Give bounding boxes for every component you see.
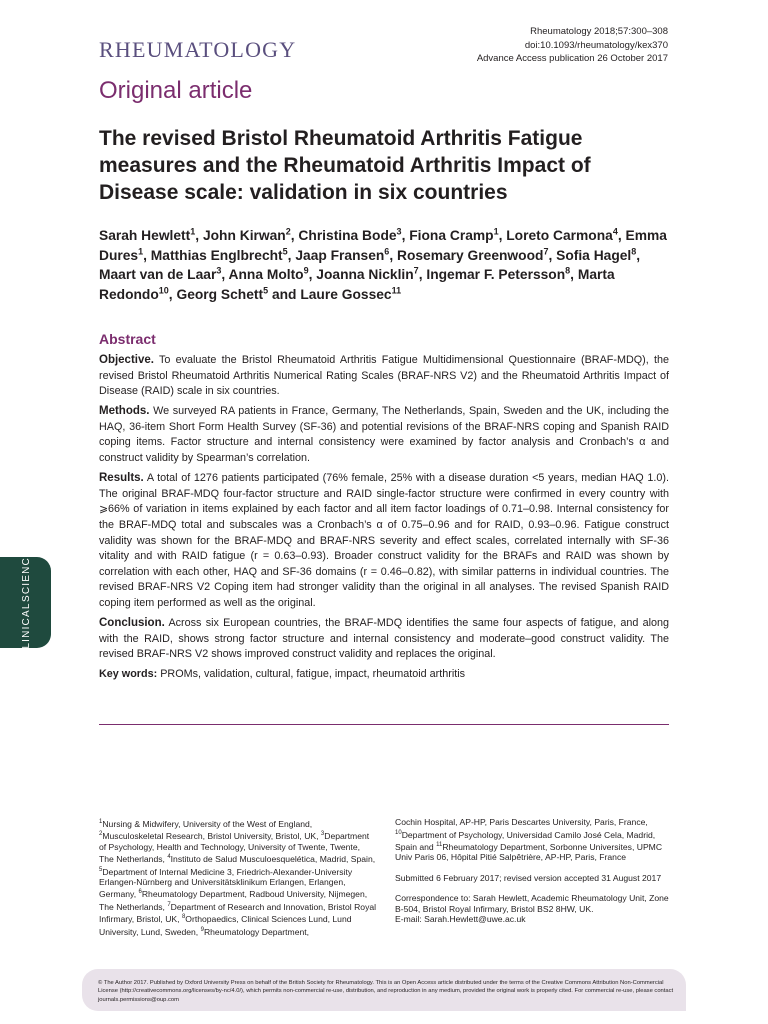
citation-block	[368, 25, 668, 66]
author-affiliation-marker: 3	[216, 265, 222, 276]
author-affiliation-marker: 1	[493, 226, 499, 237]
correspondence	[395, 893, 675, 925]
affiliations-right	[395, 817, 675, 925]
affiliation-marker: 6	[138, 889, 142, 896]
affiliation-text: Rheumatology Department, Sorbonne Universites, UPMC Univ Paris 06, Hôpital Pitié Salpêtrière, AP-HP, Paris, France	[395, 841, 663, 863]
affiliation-text: Nursing & Midwifery, University of the West of England,	[102, 818, 313, 829]
author-name: Matthias Englbrecht	[150, 247, 283, 263]
author-name: Rosemary Greenwood	[396, 247, 544, 263]
methods-text: We surveyed RA patients in France, Germany, The Netherlands, Spain, Sweden and the UK, including the HAQ, 36-item Short Form Health Survey (SF-36) and potential revisions of the BRAF-NRS coping and Spanish RAID coping items. Factor structure and internal consistency were examined by factor analysis and Cronbach’s α and construct validity by Spearman’s correlation.	[99, 405, 669, 465]
affiliation-marker: 2	[99, 831, 103, 838]
author-name: Christina Bode	[298, 228, 397, 243]
affiliation-text: Department of Psychology, Health and Technology, University of Twente, Twente, The Netherlands,	[99, 831, 370, 865]
abstract-body	[99, 353, 669, 687]
abstract-conclusion	[99, 616, 669, 663]
author-name: Ingemar F. Petersson	[426, 267, 566, 282]
author-affiliation-marker: 7	[543, 245, 549, 256]
conclusion-text: Across six European countries, the BRAF-MDQ identifies the same four aspects of fatigue, and along with the RAID, shows strong factor structure and internal consistency and moderate–good construct validity. The revised BRAF-NRS V2 shows improved construct validity and replaces the original.	[99, 617, 669, 661]
section-side-tab-label	[8, 549, 46, 657]
author-affiliation-marker: 1	[190, 226, 196, 237]
affiliation-text: Rheumatology Department,	[203, 926, 310, 937]
author-name: Fiona Cramp	[409, 228, 494, 243]
author-name: Emma Dures	[99, 228, 667, 263]
results-text: A total of 1276 patients participated (76% female, 25% with a disease duration <5 years, median HAQ 1.0). The original BRAF-MDQ four-factor structure and RAID single-factor structure were confirmed in every country with ⩾66% of variation in items explained by each factor and all item factor loadings of 0.71–0.98. Internal consistency for the BRAF-MDQ total and subscales was a Cronbach’s α of 0.75–0.96 and for RAID, 0.93–0.96. Fatigue construct validity was shown for the BRAF-MDQ and BRAF-NRS severity and effect scales, correlated internally with SF-36 vitality and with RAID fatigue (r = 0.63–0.93). Broader construct validity for the BRAFs and RAID was shown by correlation with each other, HAQ and SF-36 domains (r = 0.46–0.82), with similar patterns in individual countries. The revised BRAF-NRS V2 Coping item had stronger validity than the original in all analyses. The revised Spanish RAID coping item performed as well as the original.	[99, 472, 669, 609]
affiliation-marker: 8	[181, 914, 186, 921]
abstract-objective	[99, 353, 669, 400]
affiliation-marker: 1	[99, 819, 103, 825]
author-name: Loreto Carmona	[506, 228, 613, 243]
affiliation-marker: 7	[167, 901, 171, 908]
author-name: Anna Molto	[228, 267, 304, 282]
methods-label: Methods.	[99, 405, 150, 418]
objective-text: To evaluate the Bristol Rheumatoid Arthritis Fatigue Multidimensional Questionnaire (BRAF-MDQ), the revised Bristol Rheumatoid Arthritis Numerical Rating Scales (BRAF-NRS V2) and the Rheumatoid Arthritis Impact of Disease (RAID) scale in six countries.	[99, 354, 669, 398]
author-affiliation-marker: 4	[612, 226, 618, 237]
side-tab-line: CLINICAL	[21, 602, 32, 657]
author-affiliation-marker: 10	[158, 284, 169, 295]
author-affiliation-marker: 5	[263, 284, 269, 295]
affiliation-marker: 4	[167, 854, 171, 861]
objective-label: Objective.	[99, 354, 154, 366]
author-affiliation-marker: 11	[391, 284, 402, 295]
abstract-methods	[99, 404, 669, 466]
author-list: Sarah Hewlett$^1$, John Kirwan$^2$, Christina Bode$^3$, Fiona Cramp$^1$, Loreto Carmona$^4$, Emma Dures$^1$, Matthias Englbrecht$^5$, Jaap Fransen$^6$, Rosemary Greenwood$^7$, Sofia Hagel$^8$, Maart van de Laar$^3$, Anna Molto$^9$, Joanna Nicklin$^7$, Ingemar F. Petersson$^8$, Marta Redondo$^{10}$, Georg Schett$^5$ and Laure Gossec$^{11}$	[99, 226, 667, 302]
conclusion-label: Conclusion.	[99, 617, 165, 629]
author-affiliation-marker: 9	[303, 265, 309, 276]
author-affiliation-marker: 3	[396, 226, 402, 237]
affiliation-continuation: Cochin Hospital, AP-HP, Paris Descartes University, Paris, France,	[395, 817, 648, 827]
affiliation-marker: 5	[99, 866, 103, 873]
author-name: John Kirwan	[202, 228, 286, 243]
affiliation-marker: 10	[395, 829, 402, 836]
results-label: Results.	[99, 472, 144, 485]
correspondence-address: Correspondence to: Sarah Hewlett, Academic Rheumatology Unit, Zone B-504, Bristol Royal Infirmary, Bristol BS2 8HW, UK.	[395, 893, 669, 914]
submission-dates: Submitted 6 February 2017; revised version accepted 31 August 2017	[395, 872, 662, 883]
author-name: Georg Schett	[176, 286, 264, 302]
publication-date-line: Advance Access publication 26 October 2017	[476, 53, 668, 64]
author-name: Sofia Hagel	[556, 247, 632, 263]
affiliations-right-list	[395, 817, 675, 863]
author-name: Laure Gossec	[300, 286, 392, 302]
affiliation-text: Department of Psychology, Universidad Camilo José Cela, Madrid, Spain and	[395, 829, 656, 852]
journal-name: RHEUMATOLOGY	[99, 37, 297, 62]
author-name: Sarah Hewlett	[99, 228, 191, 243]
correspondence-email: E-mail: Sarah.Hewlett@uwe.ac.uk	[395, 914, 526, 925]
author-affiliation-marker: 8	[631, 245, 637, 256]
author-name: Marta Redondo	[99, 267, 615, 302]
abstract-divider	[99, 724, 669, 725]
affiliation-text: Department of Research and Innovation, Bristol Royal Infirmary, Bristol, UK,	[99, 901, 377, 925]
abstract-results	[99, 471, 669, 611]
side-tab-line: SCIENCE	[21, 549, 32, 603]
author-affiliation-marker: 5	[282, 245, 288, 256]
author-affiliation-marker: 6	[384, 245, 390, 256]
affiliation-text: Instituto de Salud Musculoesquelética, Madrid, Spain,	[170, 854, 376, 865]
affiliation-text: Rheumatology Department, Radboud University, Nijmegen, The Netherlands,	[99, 889, 368, 912]
author-affiliation-marker: 2	[285, 226, 291, 237]
affiliation-marker: 11	[436, 841, 443, 848]
citation-line: Rheumatology 2018;57:300–308	[530, 26, 668, 37]
keywords-label: Key words:	[99, 668, 158, 681]
author-affiliation-marker: 1	[138, 245, 144, 256]
keywords-text: PROMs, validation, cultural, fatigue, impact, rheumatoid arthritis	[157, 668, 466, 681]
affiliation-text: Musculoskeletal Research, Bristol University, Bristol, UK,	[102, 831, 321, 842]
keywords	[99, 667, 669, 683]
abstract-heading: Abstract	[99, 331, 156, 347]
article-title: The revised Bristol Rheumatoid Arthritis Fatigue measures and the Rheumatoid Arthritis Impact of Disease scale: validation in six countries	[99, 127, 591, 204]
affiliation-text: Orthopaedics, Clinical Sciences Lund, Lund University, Lund, Sweden,	[99, 914, 352, 937]
affiliations-left	[99, 817, 377, 937]
license-text: © The Author 2017. Published by Oxford University Press on behalf of the British Society for Rheumatology. This is an Open Access article distributed under the terms of the Creative Commons Attribution Non-Commercial License (http://creativecommons.org/licenses/by-nc/4.0/), which permits non-commercial re-use, distribution, and reproduction in any medium, provided the original work is properly cited. For commercial re-use, please contact journals.permissions@oup.com	[98, 980, 674, 1003]
author-name: Joanna Nicklin	[316, 267, 414, 282]
author-name: Jaap Fransen	[295, 247, 385, 263]
affiliation-marker: 9	[200, 926, 204, 933]
affiliation-text: Department of Internal Medicine 3, Friedrich-Alexander-University Erlangen-Nürnberg and Universitätsklinikum Erlangen, Erlangen, Germany,	[99, 866, 353, 900]
doi-line: doi:10.1093/rheumatology/kex370	[524, 39, 668, 51]
author-affiliation-marker: 7	[413, 265, 419, 276]
article-type: Original article	[99, 77, 253, 104]
affiliation-marker: 3	[320, 831, 325, 838]
author-affiliation-marker: 8	[565, 265, 571, 276]
author-name: Maart van de Laar	[99, 267, 217, 282]
